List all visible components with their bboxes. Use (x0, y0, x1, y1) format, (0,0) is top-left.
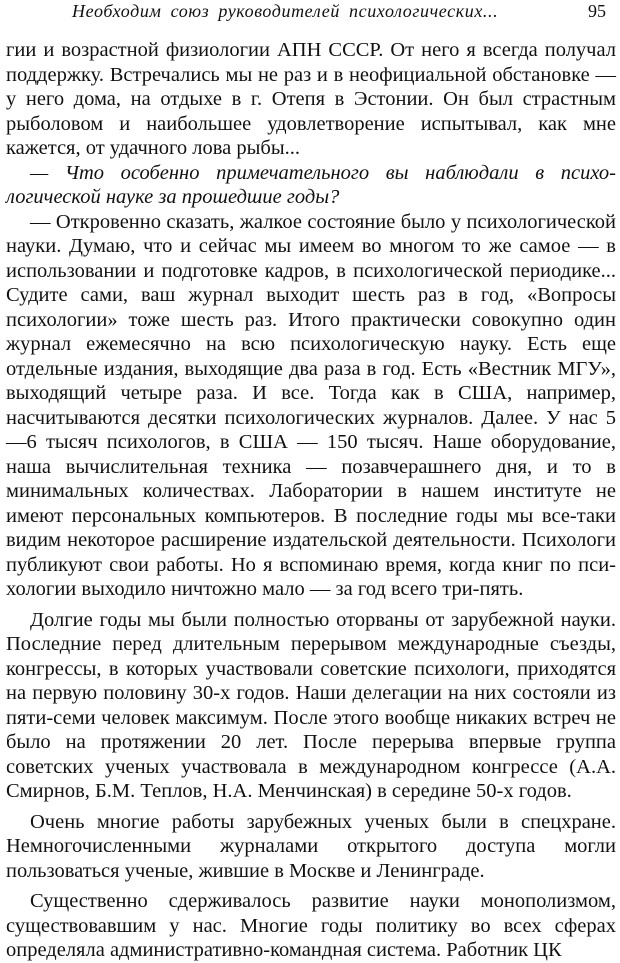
paragraph-isolation: Долгие годы мы были полностью оторваны от зарубежной науки. Последние перед длительным перерывом международные съезды, конгрессы, в которых участвовали советские психологи, приходятся на первую половину 30-х годов. Наши делегации на них состояли из пяти-семи человек максимум. После этого вообще никаких встреч не было на протяжении 20 лет. После перерыва впервые группа советских ученых участвовала в международном конгрессе (А.А. Смирнов, Б.М. Теплов, Н.А. Менчинская) в середине 50-х годов. (6, 608, 616, 802)
paragraph-special-storage: Очень многие работы зарубежных ученых были в спецхране. Немногочисленными журналами открытого доступа могли пользоваться ученые, жившие в Москве и Ленинграде. (6, 810, 616, 882)
paragraph-interview-question: — Что особенно примечательного вы наблюдали в психологической науке за прошедшие годы? (6, 161, 616, 208)
paragraph-continuation: гии и возрастной физиологии АПН СССР. От него я всегда получал поддержку. Встречались мы не раз и в неофициальной обстановке — у него дома, на отдыхе в г. Отепя в Эстонии. Он был страстным рыболовом и наибольшее удовлетворение испытывал, как мне кажется, от удачного лова рыбы... (6, 39, 616, 159)
running-head: Необходим союз руководителей психологических... (72, 1, 499, 21)
paragraph-answer: — Откровенно сказать, жалкое состояние было у психологической науки. Думаю, что и сейчас мы имеем во многом то же самое — в использовании и подготовке кадров, в психологической периодике... Судите сами, ваш журнал выходит шесть раз в год, «Вопросы психологии» тоже шесть раз. Итого практически совокупно один журнал ежемесячно на всю психологическую науку. Есть еще отдельные издания, выходящие два раза в год. Есть «Вестник МГУ», выходящий четыре раза. И все. Тогда как в США, например, насчитываются десятки психологических журналов. Далее. У нас 5—6 тысяч психологов, в США — 150 тысяч. Наше оборудование, наша вычислительная техника — позавчерашнего дня, и то в минимальных количествах. Лаборатории в нашем институте не имеют персональных компьютеров. В последние годы мы все-таки видим некоторое расширение издательской деятельности. Психологи публикуют свои работы. Но я вспоминаю время, когда книг по психологии выходило ничтожно мало — за год всего три-пять. (6, 210, 616, 600)
page-number: 95 (588, 1, 606, 21)
page-body (6, 38, 616, 963)
page-header (0, 0, 620, 26)
paragraph-monopolism: Существенно сдерживалось развитие науки монополизмом, существовавшим у нас. Многие годы политику во всех сферах определяла административно-командная система. Работник ЦК (6, 890, 616, 961)
